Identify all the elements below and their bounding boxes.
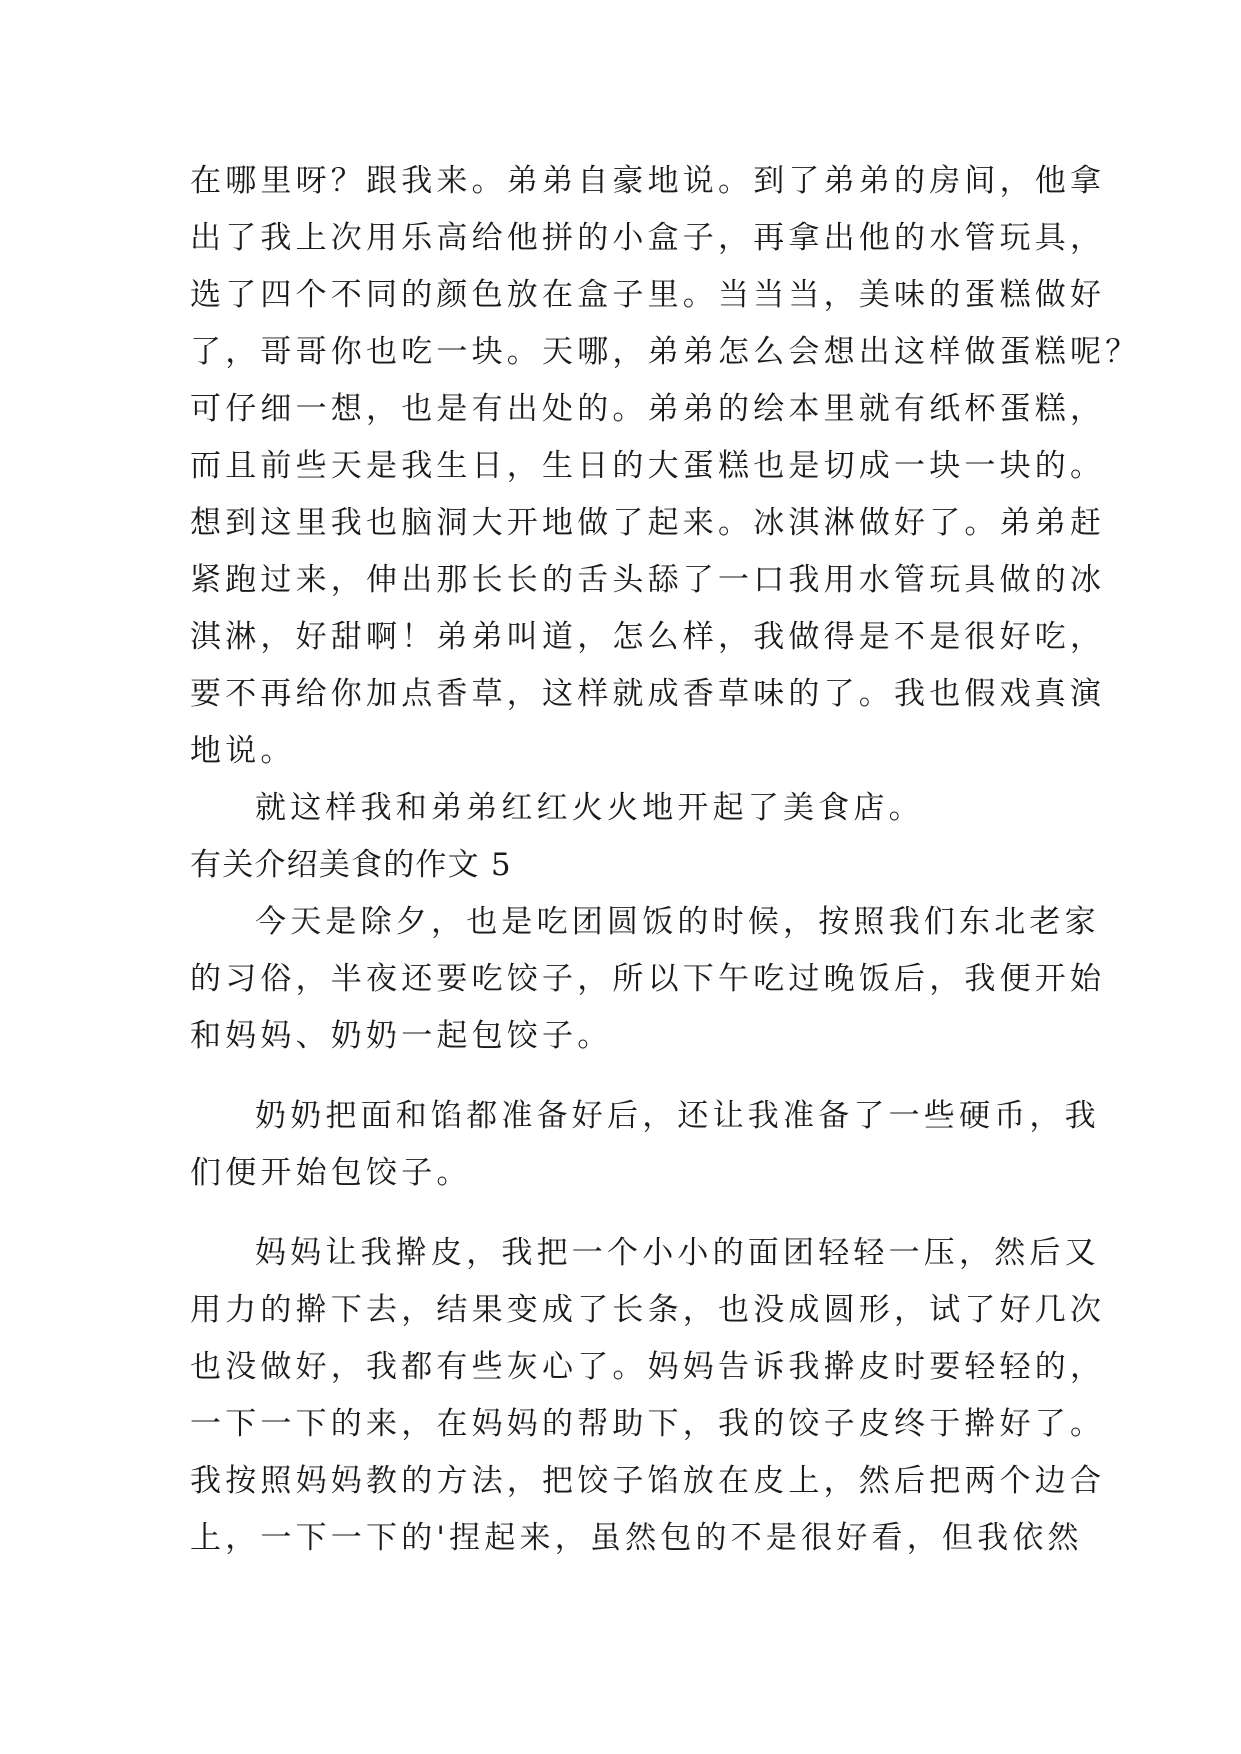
section-heading: 有关介绍美食的作文 5 <box>190 847 512 883</box>
text-line: 和妈妈、奶奶一起包饺子。 <box>190 1018 613 1054</box>
text-line: 要不再给你加点香草，这样就成香草味的了。我也假戏真演 <box>190 676 1106 712</box>
text-line: 可仔细一想，也是有出处的。弟弟的绘本里就有纸杯蛋糕， <box>190 391 1106 427</box>
text-line: 我按照妈妈教的方法，把饺子馅放在皮上，然后把两个边合 <box>190 1463 1106 1499</box>
paragraph-first-line: 今天是除夕，也是吃团圆饭的时候，按照我们东北老家 <box>255 904 1100 940</box>
text-line: 的习俗，半夜还要吃饺子，所以下午吃过晚饭后，我便开始 <box>190 961 1106 997</box>
text-line: 们便开始包饺子。 <box>190 1155 472 1191</box>
paragraph-first-line: 奶奶把面和馅都准备好后，还让我准备了一些硬币，我 <box>255 1098 1100 1134</box>
text-line: 出了我上次用乐高给他拼的小盒子，再拿出他的水管玩具， <box>190 220 1106 256</box>
text-line: 紧跑过来，伸出那长长的舌头舔了一口我用水管玩具做的冰 <box>190 562 1106 598</box>
text-line: 地说。 <box>190 733 296 769</box>
text-line: 而且前些天是我生日，生日的大蛋糕也是切成一块一块的。 <box>190 448 1106 484</box>
text-line: 也没做好，我都有些灰心了。妈妈告诉我擀皮时要轻轻的， <box>190 1349 1106 1385</box>
text-line: 在哪里呀？跟我来。弟弟自豪地说。到了弟弟的房间，他拿 <box>190 163 1106 199</box>
text-line: 用力的擀下去，结果变成了长条，也没成圆形，试了好几次 <box>190 1292 1106 1328</box>
text-line: 了，哥哥你也吃一块。天哪，弟弟怎么会想出这样做蛋糕呢？ <box>190 334 1141 370</box>
paragraph-first-line: 就这样我和弟弟红红火火地开起了美食店。 <box>255 790 924 826</box>
text-line: 想到这里我也脑洞大开地做了起来。冰淇淋做好了。弟弟赶 <box>190 505 1106 541</box>
paragraph-first-line: 妈妈让我擀皮，我把一个小小的面团轻轻一压，然后又 <box>255 1235 1100 1271</box>
text-line: 选了四个不同的颜色放在盒子里。当当当，美味的蛋糕做好 <box>190 277 1106 313</box>
text-line: 一下一下的来，在妈妈的帮助下，我的饺子皮终于擀好了。 <box>190 1406 1106 1442</box>
text-line: 淇淋，好甜啊！弟弟叫道，怎么样，我做得是不是很好吃， <box>190 619 1106 655</box>
text-line: 上，一下一下的'捏起来，虽然包的不是很好看，但我依然 <box>190 1520 1083 1556</box>
